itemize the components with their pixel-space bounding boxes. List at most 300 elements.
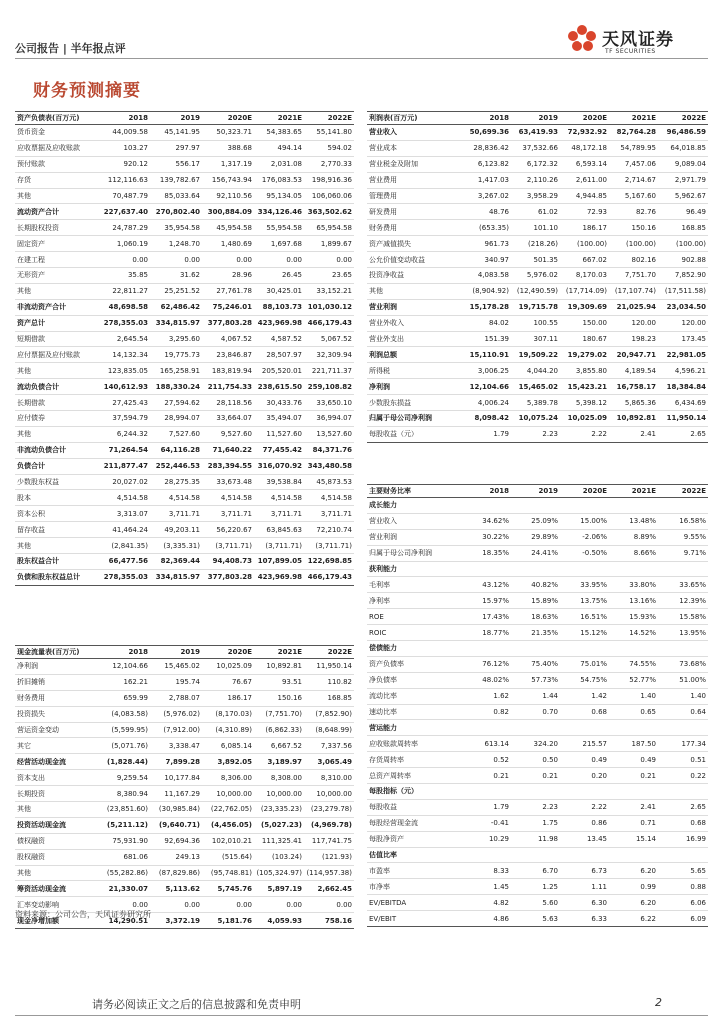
value-cell: 7,527.60 [150,426,202,442]
value-cell: 10,892.81 [254,659,304,675]
value-cell: 56,220.67 [202,522,254,538]
value-cell: 176,083.53 [254,172,304,188]
row-label-cell: 其他 [15,283,98,299]
value-cell: 88,103.73 [254,299,304,315]
row-label-cell: 资产减值损失 [367,236,462,252]
section-title: 财务预测摘要 [33,81,141,101]
company-logo [565,20,710,60]
value-cell: 15,465.02 [150,659,202,675]
row-label-cell: 应付票据及应付账款 [15,347,98,363]
value-cell: 186.17 [560,220,609,236]
table-row [15,315,354,331]
row-label-cell: 短期借款 [15,331,98,347]
value-cell: 2,788.07 [150,690,202,706]
row-label-cell: 应收账款周转率 [367,736,462,752]
value-cell: 93.51 [254,674,304,690]
value-cell: 17.43% [462,609,511,625]
value-cell: 920.12 [98,156,150,172]
value-cell: 556.17 [150,156,202,172]
row-label-cell: 长期借款 [15,395,98,411]
value-cell: 3,267.02 [462,188,511,204]
value-cell: 594.02 [304,140,354,156]
value-cell: 6,123.82 [462,156,511,172]
table-row [15,706,354,722]
value-cell: 55,954.58 [254,220,304,236]
row-label-cell: 汇率变动影响 [15,897,98,913]
value-cell [658,720,708,736]
value-cell: 36,994.07 [304,411,354,427]
table-title-cell: 现金流量表(百万元) [15,646,98,659]
value-cell [658,641,708,657]
table-row [367,379,708,395]
row-label-cell: 总资产周转率 [367,768,462,784]
row-label-cell: ROIC [367,625,462,641]
row-label-cell: 股本 [15,490,98,506]
year-header-cell: 2020E [202,646,254,659]
value-cell: 334,126.46 [254,204,304,220]
value-cell: 2.22 [560,799,609,815]
value-cell: 2.22 [560,426,609,442]
value-cell: 15.89% [511,593,560,609]
value-cell: 0.86 [560,815,609,831]
value-cell [560,720,609,736]
value-cell: 64,018.85 [658,140,708,156]
value-cell: 5,745.76 [202,881,254,897]
year-header-cell: 2021E [254,646,304,659]
table-row [367,704,708,720]
value-cell: 43.12% [462,577,511,593]
value-cell: 40.82% [511,577,560,593]
table-row [367,656,708,672]
value-cell: 27,761.78 [202,283,254,299]
value-cell: 6.33 [560,911,609,927]
value-cell: 3,065.49 [304,754,354,770]
value-cell: 3,958.29 [511,188,560,204]
table-row [15,490,354,506]
row-label-cell: 其他 [367,283,462,299]
value-cell: (3,711.71) [304,538,354,554]
value-cell: 150.16 [609,220,658,236]
value-cell: 30.22% [462,529,511,545]
table-row [15,140,354,156]
value-cell: 54,789.95 [609,140,658,156]
row-label-cell: 流动负债合计 [15,379,98,395]
value-cell: 15,110.91 [462,347,511,363]
value-cell: 45,954.58 [202,220,254,236]
value-cell: 19,715.78 [511,299,560,315]
value-cell: 24,787.29 [98,220,150,236]
table-row [367,172,708,188]
table-row [15,125,354,141]
value-cell: (653.35) [462,220,511,236]
value-cell: 238,615.50 [254,379,304,395]
table-row [367,220,708,236]
value-cell: 3,006.25 [462,363,511,379]
row-label-cell: 市净率 [367,879,462,895]
value-cell: (8,904.92) [462,283,511,299]
value-cell: (87,829.86) [150,865,202,881]
table-row [15,849,354,865]
year-header-cell: 2018 [98,112,150,125]
value-cell: 33,650.10 [304,395,354,411]
value-cell: 76.67 [202,674,254,690]
table-row [367,140,708,156]
value-cell: 7,457.06 [609,156,658,172]
row-label-cell: 净利润 [367,379,462,395]
value-cell: 45,873.53 [304,474,354,490]
value-cell: 211,877.47 [98,458,150,474]
value-cell [609,561,658,577]
value-cell: 4,189.54 [609,363,658,379]
value-cell: 55,141.80 [304,125,354,141]
value-cell: 2.41 [609,799,658,815]
row-label-cell: 负债和股东权益总计 [15,569,98,585]
value-cell: 74.55% [609,656,658,672]
value-cell: 21,025.94 [609,299,658,315]
value-cell: 168.85 [658,220,708,236]
year-header-cell: 2019 [511,112,560,125]
value-cell: 139,782.67 [150,172,202,188]
value-cell: 10,000.00 [304,786,354,802]
value-cell: 0.00 [150,252,202,268]
value-cell: 72,210.74 [304,522,354,538]
table-row [15,363,354,379]
value-cell: 7,751.70 [609,268,658,284]
year-header-cell: 2018 [462,485,511,498]
value-cell: 13,527.60 [304,426,354,442]
value-cell: 2,611.00 [560,172,609,188]
value-cell [658,784,708,800]
value-cell: 252,446.53 [150,458,202,474]
value-cell: 4,587.52 [254,331,304,347]
table-row [367,863,708,879]
value-cell: 6.09 [658,911,708,927]
value-cell: 3,295.60 [150,331,202,347]
value-cell: 96,486.59 [658,125,708,141]
table-row [15,442,354,458]
row-label-cell: 非流动负债合计 [15,442,98,458]
value-cell: 33.80% [609,577,658,593]
table-row [367,847,708,863]
value-cell: 961.73 [462,236,511,252]
value-cell [560,498,609,514]
year-header-cell: 2020E [560,485,609,498]
table-row [367,299,708,315]
value-cell: 165,258.91 [150,363,202,379]
value-cell: 5,113.62 [150,881,202,897]
value-cell: 6.73 [560,863,609,879]
year-header-cell: 2022E [658,112,708,125]
row-label-cell: 经营活动现金流 [15,754,98,770]
value-cell [462,498,511,514]
value-cell: 0.51 [658,752,708,768]
value-cell: 0.71 [609,815,658,831]
value-cell [658,847,708,863]
value-cell: 10,025.09 [202,659,254,675]
row-label-cell: 其他 [15,865,98,881]
value-cell: 26.45 [254,268,304,284]
value-cell: 16.58% [658,513,708,529]
value-cell: 28,275.35 [150,474,202,490]
value-cell: 41,464.24 [98,522,150,538]
value-cell: 102,010.21 [202,833,254,849]
value-cell [658,498,708,514]
table-row [15,754,354,770]
value-cell: 13.95% [658,625,708,641]
row-label-cell: 管理费用 [367,188,462,204]
value-cell: 50,699.36 [462,125,511,141]
value-cell: 5,167.60 [609,188,658,204]
value-cell: 14,290.51 [98,913,150,929]
value-cell: 2,714.67 [609,172,658,188]
value-cell: 6.70 [511,863,560,879]
value-cell: 101,030.12 [304,299,354,315]
value-cell: 0.00 [254,897,304,913]
value-cell: 22,811.27 [98,283,150,299]
value-cell [511,720,560,736]
value-cell: -0.50% [560,545,609,561]
report-header-title: 公司报告 | 半年报点评 [15,42,126,55]
value-cell: 32,309.94 [304,347,354,363]
row-label-cell: 营业外支出 [367,331,462,347]
value-cell: (95,748.81) [202,865,254,881]
value-cell: 8,380.94 [98,786,150,802]
value-cell: 0.70 [511,704,560,720]
value-cell: 0.21 [462,768,511,784]
row-label-cell: 在建工程 [15,252,98,268]
value-cell: 5,865.36 [609,395,658,411]
table-row [367,252,708,268]
value-cell: 6.06 [658,895,708,911]
value-cell: (105,324.97) [254,865,304,881]
value-cell: 18,384.84 [658,379,708,395]
table-row [367,188,708,204]
row-label-cell: 筹资活动现金流 [15,881,98,897]
value-cell: 1,697.68 [254,236,304,252]
value-cell: 4,059.93 [254,913,304,929]
value-cell: 64,116.28 [150,442,202,458]
row-label-cell: 存货周转率 [367,752,462,768]
value-cell: 10,000.00 [202,786,254,802]
row-label-cell: 营业成本 [367,140,462,156]
value-cell: 18.35% [462,545,511,561]
value-cell: 30,425.01 [254,283,304,299]
row-label-cell: 每股净资产 [367,831,462,847]
value-cell: 1.40 [609,688,658,704]
row-label-cell: EV/EBITDA [367,895,462,911]
value-cell: 25,251.52 [150,283,202,299]
table-row [367,895,708,911]
table-row [367,609,708,625]
value-cell: 6,667.52 [254,738,304,754]
value-cell: 9,089.04 [658,156,708,172]
value-cell: 33,152.21 [304,283,354,299]
row-label-cell: 流动资产合计 [15,204,98,220]
value-cell: 15,178.28 [462,299,511,315]
table-row [15,252,354,268]
table-row [15,554,354,570]
value-cell: 16.51% [560,609,609,625]
value-cell: (121.93) [304,849,354,865]
table-row [15,569,354,585]
value-cell: 1,417.03 [462,172,511,188]
value-cell: 27,594.62 [150,395,202,411]
value-cell: (4,083.58) [98,706,150,722]
value-cell: 34.62% [462,513,511,529]
row-label-cell: 净利率 [367,593,462,609]
value-cell: 205,520.01 [254,363,304,379]
value-cell: 15.00% [560,513,609,529]
table-title-cell: 主要财务比率 [367,485,462,498]
value-cell: 5,389.78 [511,395,560,411]
value-cell: 33,664.07 [202,411,254,427]
row-label-cell: 营运能力 [367,720,462,736]
row-label-cell: 无形资产 [15,268,98,284]
value-cell: 1,480.69 [202,236,254,252]
value-cell: 11,950.14 [658,411,708,427]
value-cell: 10,892.81 [609,411,658,427]
table-row [367,363,708,379]
value-cell: (8,170.03) [202,706,254,722]
value-cell: 4,514.58 [150,490,202,506]
value-cell: 35,954.58 [150,220,202,236]
value-cell: 10,025.09 [560,411,609,427]
value-cell: 39,538.84 [254,474,304,490]
table-row [367,879,708,895]
row-label-cell: 少数股东权益 [15,474,98,490]
value-cell [609,847,658,863]
table-row [15,817,354,833]
logo-text-en: TF SECURITIES [605,48,656,55]
row-label-cell: 其他 [15,426,98,442]
value-cell: 802.16 [609,252,658,268]
table-row [367,347,708,363]
value-cell: 9,259.54 [98,770,150,786]
table-row [367,799,708,815]
row-label-cell: 归属于母公司净利润 [367,545,462,561]
table-row [15,331,354,347]
value-cell: (7,852.90) [304,706,354,722]
value-cell: 667.02 [560,252,609,268]
value-cell: 62,486.42 [150,299,202,315]
value-cell: 221,711.37 [304,363,354,379]
value-cell: 18.77% [462,625,511,641]
value-cell [511,784,560,800]
value-cell: 18.63% [511,609,560,625]
table-row [15,833,354,849]
value-cell: 0.00 [254,252,304,268]
table-row [15,458,354,474]
value-cell: 151.39 [462,331,511,347]
value-cell: 0.65 [609,704,658,720]
row-label-cell: 速动比率 [367,704,462,720]
row-label-cell: 估值比率 [367,847,462,863]
year-header-cell: 2021E [609,112,658,125]
table-row [367,561,708,577]
year-header-cell: 2020E [202,112,254,125]
value-cell: (22,762.05) [202,802,254,818]
value-cell: 1.75 [511,815,560,831]
value-cell: 1.79 [462,426,511,442]
value-cell: 4,044.20 [511,363,560,379]
value-cell: 1.62 [462,688,511,704]
value-cell: 3,711.71 [150,506,202,522]
value-cell: 307.11 [511,331,560,347]
table-row [15,283,354,299]
year-header-cell: 2022E [304,112,354,125]
value-cell: 45,141.95 [150,125,202,141]
value-cell: 423,969.98 [254,315,304,331]
value-cell: 13.16% [609,593,658,609]
value-cell: 2,031.08 [254,156,304,172]
value-cell: 183,819.94 [202,363,254,379]
value-cell: 77,455.42 [254,442,304,458]
value-cell: (23,279.78) [304,802,354,818]
table-row [15,690,354,706]
value-cell: 3,711.71 [304,506,354,522]
value-cell: 85,033.64 [150,188,202,204]
value-cell: 340.97 [462,252,511,268]
value-cell: 4,596.21 [658,363,708,379]
value-cell: 278,355.03 [98,315,150,331]
value-cell: 21,330.07 [98,881,150,897]
balance-sheet-table [15,111,354,586]
value-cell: 76.12% [462,656,511,672]
value-cell: 0.00 [98,252,150,268]
value-cell: 22,981.05 [658,347,708,363]
value-cell: 82,764.28 [609,125,658,141]
value-cell: 12,104.66 [98,659,150,675]
value-cell: 4,514.58 [254,490,304,506]
footer-divider [15,1015,708,1016]
value-cell: 3,313.07 [98,506,150,522]
table-row [15,395,354,411]
flower-logo-icon [565,22,599,56]
row-label-cell: 毛利率 [367,577,462,593]
value-cell: (7,751.70) [254,706,304,722]
value-cell: 120.00 [658,315,708,331]
value-cell: 902.88 [658,252,708,268]
value-cell: 15.12% [560,625,609,641]
value-cell: 2,110.26 [511,172,560,188]
value-cell: 4,944.85 [560,188,609,204]
value-cell: 466,179.43 [304,569,354,585]
row-label-cell: 营运资金变动 [15,722,98,738]
value-cell: 15.97% [462,593,511,609]
value-cell: 2,662.45 [304,881,354,897]
value-cell: 75.01% [560,656,609,672]
value-cell: 227,637.40 [98,204,150,220]
value-cell: 16,758.17 [609,379,658,395]
table-row [367,331,708,347]
value-cell: 20,947.71 [609,347,658,363]
value-cell: (5,071.76) [98,738,150,754]
value-cell: 466,179.43 [304,315,354,331]
value-cell: 20,027.02 [98,474,150,490]
table-row [15,188,354,204]
row-label-cell: 营业外收入 [367,315,462,331]
value-cell: 5,962.67 [658,188,708,204]
row-label-cell: 债权融资 [15,833,98,849]
value-cell: 8.66% [609,545,658,561]
value-cell: (100.00) [609,236,658,252]
value-cell [609,641,658,657]
value-cell: 28.96 [202,268,254,284]
table-row [367,411,708,427]
value-cell: (114,957.38) [304,865,354,881]
value-cell: 2,645.54 [98,331,150,347]
value-cell: 24.41% [511,545,560,561]
